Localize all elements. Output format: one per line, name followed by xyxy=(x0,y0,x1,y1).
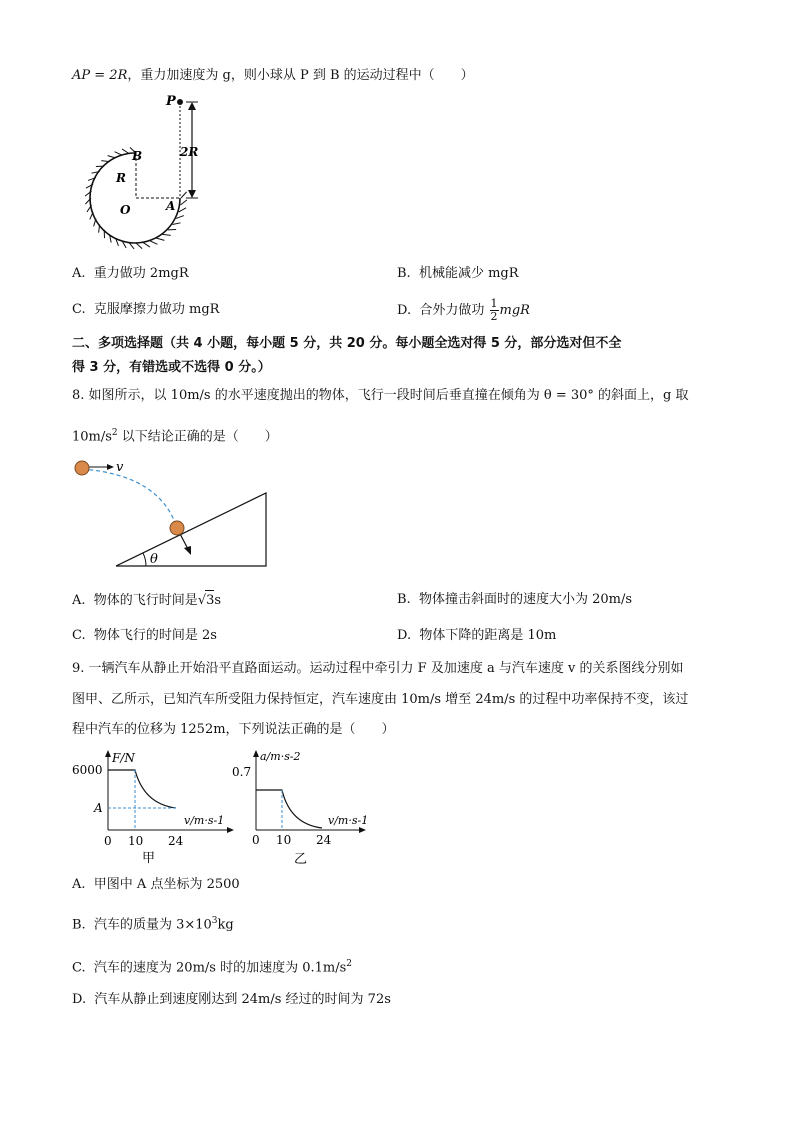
hatch-mark xyxy=(136,243,142,249)
hatch-mark xyxy=(143,242,150,247)
q9-stem-line3: 程中汽车的位移为 1252m，下列说法正确的是（ ） xyxy=(72,722,395,737)
q8-option-d[interactable]: D. 物体下降的距离是 10m xyxy=(397,628,557,643)
q8-label-v: v xyxy=(116,460,124,475)
q7-option-a[interactable]: A. 重力做功 2mgR xyxy=(72,266,189,281)
q7-stem-prefix: AP = 2R xyxy=(72,68,128,83)
q9-graph-yi xyxy=(232,748,382,865)
hatch-mark xyxy=(122,149,129,154)
q8-incline xyxy=(116,493,266,566)
jia-ytick: 6000 xyxy=(72,763,103,777)
hatch-mark xyxy=(181,192,187,198)
q7-stem-text: ，重力加速度为 g，则小球从 P 到 B 的运动过程中（ ） xyxy=(127,68,474,83)
q9-graph-jia xyxy=(72,750,242,865)
jia-x2: 24 xyxy=(168,834,184,848)
q9-stem-line1: 9. 一辆汽车从静止开始沿平直路面运动。运动过程中牵引力 F 及加速度 a 与汽车速度 v 的关系图线分别如 xyxy=(72,661,684,676)
q8-option-a[interactable]: A. 物体的飞行时间是√3s xyxy=(72,590,221,611)
q9-option-d[interactable]: D. 汽车从静止到速度刚达到 24m/s 经过的时间为 72s xyxy=(72,992,391,1007)
q7-label-r: R xyxy=(116,171,126,185)
yi-ytick: 0.7 xyxy=(232,765,252,779)
q7-option-d-fraction: $\frac{1}{2}$ xyxy=(490,297,498,323)
jia-x1: 10 xyxy=(128,834,144,848)
q9-option-a[interactable]: A. 甲图中 A 点坐标为 2500 xyxy=(72,877,240,892)
q7-label-2r: 2R xyxy=(180,145,199,159)
q7-option-b[interactable]: B. 机械能减少 mgR xyxy=(397,266,519,281)
q7-ball-p xyxy=(177,99,183,105)
q9-stem-line2: 图甲、乙所示，已知汽车所受阻力保持恒定，汽车速度由 10m/s 增至 24m/s 的过程中功率保持不变，该过 xyxy=(72,692,689,707)
yi-x2: 24 xyxy=(316,833,332,847)
hatch-mark xyxy=(162,234,170,235)
jia-xlabel: v/m·s-1 xyxy=(184,814,225,827)
yi-x1: 10 xyxy=(276,833,292,847)
q9-option-c[interactable]: C. 汽车的速度为 20m/s 时的加速度为 $0.1m/s^2$ xyxy=(72,959,352,976)
jia-x0: 0 xyxy=(104,834,112,848)
q8-figure xyxy=(70,455,280,575)
hatch-mark xyxy=(108,156,116,158)
q8-ball-impact xyxy=(170,521,184,535)
q8-option-c[interactable]: C. 物体飞行的时间是 2s xyxy=(72,628,217,643)
q8-trajectory xyxy=(82,469,177,528)
q7-option-d[interactable]: D. 合外力做功 $\frac{1}{2}$ mgR xyxy=(397,297,530,323)
q8-option-b[interactable]: B. 物体撞击斜面时的速度大小为 20m/s xyxy=(397,592,633,607)
yi-ylabel: a/m·s-2 xyxy=(260,750,301,763)
jia-curve xyxy=(108,770,176,808)
yi-xlabel: v/m·s-1 xyxy=(328,814,369,827)
q7-label-o: O xyxy=(120,203,131,217)
q8-stem-line1: 8. 如图所示，以 10m/s 的水平速度抛出的物体，飞行一段时间后垂直撞在倾角为 θ = 30° 的斜面上，g 取 xyxy=(72,388,689,403)
q9-option-b[interactable]: B. 汽车的质量为 $3\times 10^3kg$ xyxy=(72,916,234,933)
q7-option-c[interactable]: C. 克服摩擦力做功 mgR xyxy=(72,302,220,317)
jia-ya: A xyxy=(94,801,103,815)
q7-label-a: A xyxy=(166,199,176,213)
section2-heading-line1: 二、多项选择题（共 4 小题，每小题 5 分，共 20 分。每小题全选对得 5 分，部分选对但不全 xyxy=(72,336,622,351)
q7-stem-line xyxy=(72,66,474,86)
hatch-mark xyxy=(150,241,158,244)
yi-caption: 乙 xyxy=(294,852,308,867)
jia-ylabel: F/N xyxy=(112,751,135,765)
hatch-mark xyxy=(172,223,180,225)
hatch-mark xyxy=(115,152,123,155)
section2-heading-line2: 得 3 分，有错选或不选得 0 分。） xyxy=(72,360,271,375)
q8-ball-start xyxy=(75,461,89,475)
q8-stem-line2: $10m/s^2$ 以下结论正确的是（ ） xyxy=(72,428,278,445)
q7-figure xyxy=(70,90,210,260)
q7-label-b: B xyxy=(132,149,143,163)
q7-label-p: P xyxy=(166,94,176,109)
yi-x0: 0 xyxy=(252,833,260,847)
hatch-mark xyxy=(179,208,186,212)
yi-curve xyxy=(256,790,322,828)
q8-label-theta: θ xyxy=(150,552,158,567)
jia-caption: 甲 xyxy=(142,851,156,866)
hatch-mark xyxy=(156,238,164,240)
hatch-mark xyxy=(180,200,187,205)
